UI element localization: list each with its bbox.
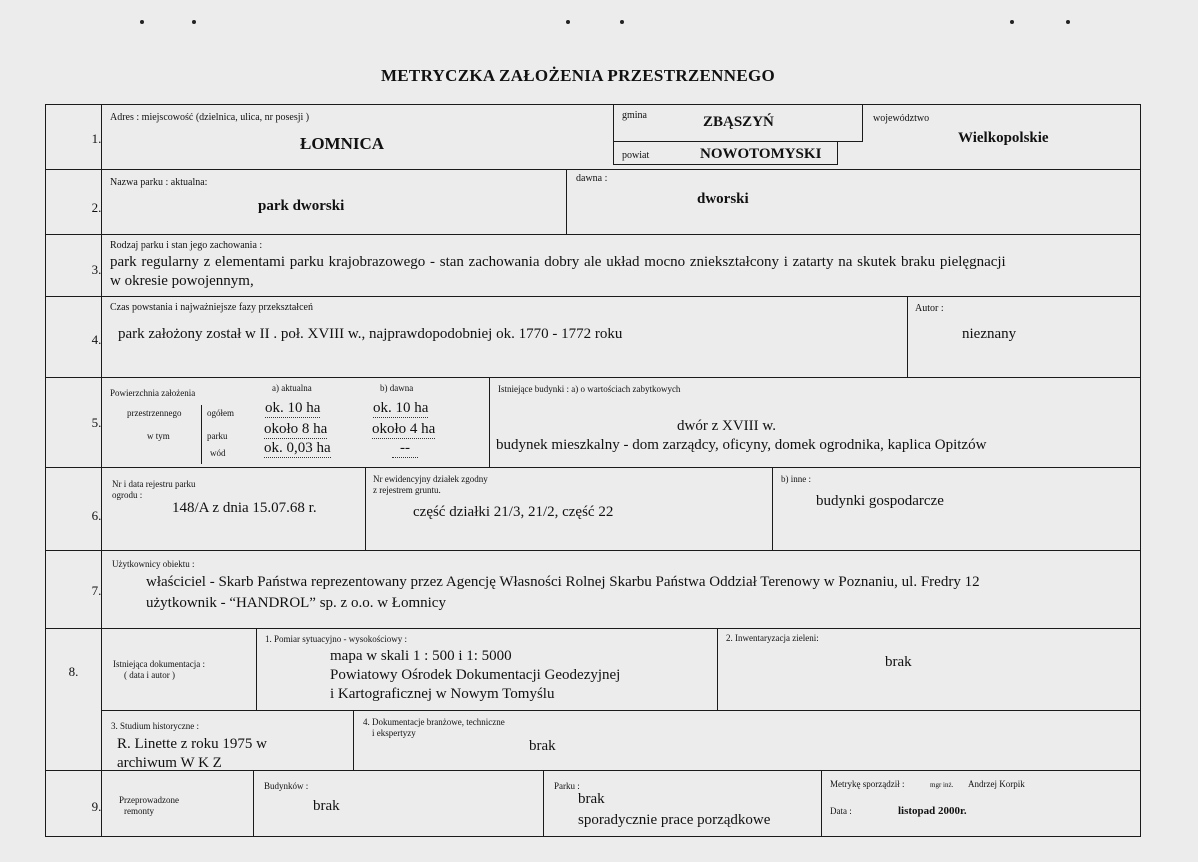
address-value: ŁOMNICA <box>300 134 385 153</box>
cell-number-divider <box>45 296 102 378</box>
history-value: park założony został w II . poł. XVIII w., najprawdopodobniej ok. 1770 - 1772 roku <box>118 326 623 342</box>
parcel-value: część działki 21/3, 21/2, część 22 <box>413 504 614 520</box>
documentation-label-1: Istniejąca dokumentacja : <box>113 659 205 669</box>
date-label: Data : <box>830 806 852 816</box>
area-b-wod: -- <box>392 440 418 458</box>
register-label-1: Nr i data rejestru parku <box>112 479 196 489</box>
area-a-wod: ok. 0,03 ha <box>264 440 331 456</box>
voivodeship-value: Wielkopolskie <box>958 130 1049 146</box>
powiat-value: NOWOTOMYSKI <box>700 146 822 162</box>
other-buildings-value: budynki gospodarcze <box>816 493 944 509</box>
powiat-label: powiat <box>622 150 650 161</box>
prepared-by-title: mgr inż. <box>930 781 954 789</box>
area-parku-label: parku <box>207 431 228 441</box>
area-ogolem-label: ogółem <box>207 408 234 418</box>
prepared-by-label: Metrykę sporządził : <box>830 779 905 789</box>
row-number: 5. <box>91 415 102 430</box>
area-a-parku: około 8 ha <box>264 421 328 437</box>
row-number: 8. <box>68 664 79 679</box>
row-number: 2. <box>91 200 102 215</box>
history-study-line-1: R. Linette z roku 1975 w <box>117 736 267 752</box>
park-name-value: park dworski <box>258 198 345 214</box>
buildings-label: Istniejące budynki : a) o wartościach zabytkowych <box>498 384 681 394</box>
row-number: 1. <box>91 131 102 146</box>
area-b-parku: około 4 ha <box>372 421 436 437</box>
area-col-b-label: b) dawna <box>380 383 414 393</box>
former-name-label: dawna : <box>576 173 608 184</box>
voivodeship-label: województwo <box>873 113 930 124</box>
survey-label: 1. Pomiar sytuacyjno - wysokościowy : <box>265 634 407 644</box>
former-name-cell <box>566 169 1141 235</box>
users-line-2: użytkownik - “HANDROL” sp. z o.o. w Łomnicy <box>146 595 446 611</box>
park-name-label: Nazwa parku : aktualna: <box>110 177 208 188</box>
punch-hole <box>140 20 144 24</box>
park-repairs-label: Parku : <box>554 781 580 791</box>
cell-number-divider <box>45 467 102 551</box>
survey-line-2: Powiatowy Ośrodek Dokumentacji Geodezyjnej <box>330 667 621 683</box>
date-value: listopad 2000r. <box>898 805 967 817</box>
gmina-value: ZBĄSZYŃ <box>703 114 774 130</box>
area-b-ogolem: ok. 10 ha <box>373 400 429 416</box>
history-label: Czas powstania i najważniejsze fazy przekształceń <box>110 302 313 313</box>
row-number: 7. <box>91 583 102 598</box>
cell-number-divider <box>45 377 102 468</box>
row-number: 6. <box>91 508 102 523</box>
former-name-value: dworski <box>697 191 749 207</box>
area-w-tym: w tym <box>147 431 170 441</box>
area-przestrzennego: przestrzennego <box>127 408 182 418</box>
register-value: 148/A z dnia 15.07.68 r. <box>172 500 317 516</box>
punch-hole <box>566 20 570 24</box>
row-number: 3. <box>91 262 102 277</box>
documentation-label-2: ( data i autor ) <box>124 670 175 680</box>
study-cell <box>353 710 354 771</box>
buildings-repairs-value: brak <box>313 798 340 814</box>
repairs-label-2: remonty <box>124 806 154 816</box>
author-value: nieznany <box>962 326 1017 342</box>
buildings-repairs-label: Budynków : <box>264 781 309 791</box>
park-repairs-line-2: sporadycznie prace porządkowe <box>578 812 771 828</box>
area-col-a-label: a) aktualna <box>272 383 312 393</box>
prepared-by-name: Andrzej Korpik <box>968 779 1025 789</box>
cell-number-divider <box>45 770 102 837</box>
punch-hole <box>620 20 624 24</box>
technical-docs-value: brak <box>529 738 556 754</box>
address-label: Adres : miejscowość (dzielnica, ulica, nr posesji ) <box>110 112 310 123</box>
history-study-label: 3. Studium historyczne : <box>111 721 199 731</box>
area-a-ogolem: ok. 10 ha <box>265 400 321 416</box>
history-study-line-2: archiwum W K Z <box>117 755 222 771</box>
park-repairs-line-1: brak <box>578 791 605 807</box>
buildings-line-1: dwór z XVIII w. <box>677 418 776 434</box>
area-label: Powierzchnia założenia <box>110 388 196 398</box>
repairs-label-1: Przeprowadzone <box>119 795 179 805</box>
cell-number-divider <box>45 234 102 297</box>
cell-number-divider <box>45 550 102 629</box>
cell-number-divider <box>45 169 102 235</box>
survey-line-3: i Kartograficznej w Nowym Tomyślu <box>330 686 555 702</box>
row-number: 9. <box>91 799 102 814</box>
park-type-label: Rodzaj parku i stan jego zachowania : <box>110 240 263 251</box>
parcel-label-2: z rejestrem gruntu. <box>373 485 441 495</box>
author-label: Autor : <box>915 303 944 314</box>
row-number: 4. <box>91 332 102 347</box>
park-type-line-1: park regularny z elementami parku krajobrazowego - stan zachowania dobry ale układ mocno zniekształcony i zatarty na skutek braku pielęgnacji <box>110 254 1006 270</box>
technical-docs-label-1: 4. Dokumentacje branżowe, techniczne <box>363 717 505 727</box>
users-label: Użytkownicy obiektu : <box>112 559 195 569</box>
punch-hole <box>1066 20 1070 24</box>
cell-number-divider <box>45 104 102 170</box>
punch-hole <box>192 20 196 24</box>
buildings-line-2: budynek mieszkalny - dom zarządcy, oficyny, domek ogrodnika, kaplica Opitzów <box>496 437 987 453</box>
punch-hole <box>1010 20 1014 24</box>
gmina-label: gmina <box>622 110 647 121</box>
park-type-line-2: w okresie powojennym, <box>110 273 254 289</box>
register-label-2: ogrodu : <box>112 490 143 500</box>
parcel-label-1: Nr ewidencyjny działek zgodny <box>373 474 488 484</box>
greenery-value: brak <box>885 654 912 670</box>
greenery-label: 2. Inwentaryzacja zieleni: <box>726 633 819 643</box>
form-title: METRYCZKA ZAŁOŻENIA PRZESTRZENNEGO <box>380 66 776 85</box>
users-line-1: właściciel - Skarb Państwa reprezentowany przez Agencję Własności Rolnej Skarbu Państwa Oddział Terenowy w Poznaniu, ul. Fredry 12 <box>146 574 980 590</box>
technical-docs-label-2: i ekspertyzy <box>372 728 416 738</box>
other-buildings-label: b) inne : <box>781 474 811 484</box>
area-subdivider <box>201 405 202 464</box>
cell-number-divider <box>45 628 102 771</box>
area-wod-label: wód <box>210 448 226 458</box>
survey-line-1: mapa w skali 1 : 500 i 1: 5000 <box>330 648 512 664</box>
